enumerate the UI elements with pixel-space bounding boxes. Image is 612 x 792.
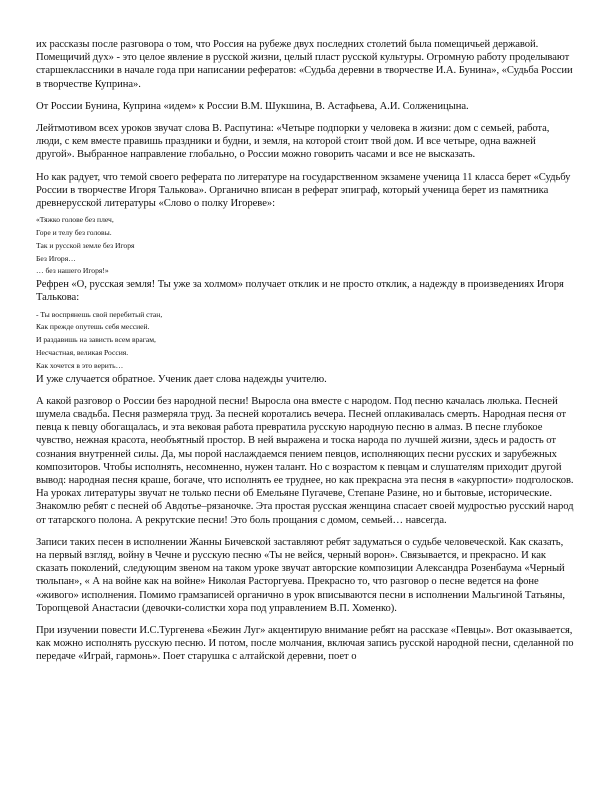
- talkov-verse: [36, 309, 574, 373]
- verse-line: Несчастная, великая Россия.: [36, 348, 129, 358]
- verse-line: Так и русской земле без Игоря: [36, 240, 135, 250]
- verse-line: - Ты воспрянешь свой перебитый стан,: [36, 309, 163, 319]
- verse-line: Без Игоря…: [36, 253, 76, 263]
- paragraph-folk-song: А какой разговор о России без народной песни! Выросла она вместе с народом. Под песню качалась люлька. Песней шумела свадьба. Песня размеряла труд. За песней коротались вечера. Песней оплакивалась смерть. Народная песня от певца к певцу обогащалась, и эта вековая работа превратила русскую народную песню в алмаз. В песне глубокое чувство, нежная красота, необъятный простор. В ней выражена и тоска народа по лучшей жизни, здесь и радость от сознания внутренней силы. Да, мы порой наслаждаемся пением певцов, исполняющих песни русских и зарубежных композиторов. Чтобы исполнять, несомненно, нужен талант. Но с возрастом к певцам и слушателям приходит другой вывод: народная песня краше, богаче, что исполнять ее труднее, но как прекрасна эта песня в «акурпости» подголосков. На уроках литературы звучат не только песни об Емельяне Пугачеве, Степане Разине, но и бытовые, исторические. Знакомлю ребят с песней об Авдотье–рязаночке. Эта простая русская женщина спасает своей мудростью русский народ от татарского полона. А рекрутские песни! Это боль прощания с домом, семьей… навсегда.: [36, 395, 574, 526]
- paragraph-rasputin: Лейтмотивом всех уроков звучат слова В. Распутина: «Четыре подпорки у человека в жизни: дом с семьей, работа, люди, с кем вместе правишь праздники и будни, и земля, на которой стоит твой дом. И все четыре, одна важней другой». Выбранное направление глобально, о России можно говорить часами и все не высказать.: [36, 123, 550, 161]
- paragraph-intro: их рассказы после разговора о том, что Россия на рубеже двух последних столетий была помещичьей державой. Помещичий дух» - это целое явление в русской жизни, целый пласт русской культуры. Огромную работу проделывают старшеклассники в начале года при написании рефератов: «Судьба деревни в творчестве И.А. Бунина», «Судьба России в творчестве Куприна».: [36, 39, 573, 90]
- verse-line: «Тяжко голове без плеч,: [36, 215, 114, 225]
- verse-line: Горе и телу без головы.: [36, 228, 112, 238]
- verse-line: … без нашего Игоря!»: [36, 266, 109, 276]
- paragraph-bunin-kuprin: От России Бунина, Куприна «идем» к России В.М. Шукшина, В. Астафьева, А.И. Солженицына.: [36, 100, 469, 112]
- verse-line: Как хочется в это верить…: [36, 360, 124, 370]
- paragraph-turgenev: При изучении повести И.С.Тургенева «Бежин Луг» акцентирую внимание ребят на рассказе «Певцы». Вот оказывается, как можно исполнять русскую песню. И потом, после молчания, включая запись русской народной песни, сделанной по передаче «Играй, гармонь». Поет старушка с алтайской деревни, поет о: [36, 625, 574, 663]
- paragraph-bichevskaya: Записи таких песен в исполнении Жанны Бичевской заставляют ребят задуматься о судьбе человеческой. Как сказать, на первый взгляд, войну в Чечне и русскую песню «Ты не вейся, черный ворон». Связывается, и прекрасно. И как сказать поколений, следующим звеном на таком уроке звучат авторские композиции Александра Розенбаума «Черный тюльпан», « А на войне как на войне» Николая Расторгуева. Прекрасно то, что разговор о песне ведется на фоне «живого» исполнения. Помимо грамзаписей органично в урок вписываются песни в исполнении Мальгиной Татьяны, Торопцевой Анастасии (девочки-солистки хора под управлением В.П. Хоменко).: [36, 536, 565, 614]
- paragraph-talkov-essay: Но как радует, что темой своего реферата по литературе на государственном экзамене ученица 11 класса берет «Судьбу России в творчестве Игоря Талькова». Органично вписан в реферат эпиграф, который ученица берет из памятника древнерусской литературы «Слово о полку Игореве»:: [36, 171, 571, 210]
- paragraph-refrain: Рефрен «О, русская земля! Ты уже за холмом» получает отклик и не просто отклик, а надежду в произведениях Игоря Талькова:: [36, 279, 564, 304]
- paragraph-hope: И уже случается обратное. Ученик дает слова надежды учителю.: [36, 373, 327, 385]
- epigraph-verse: [36, 214, 574, 278]
- verse-line: И раздавишь на зависть всем врагам,: [36, 335, 156, 345]
- verse-line: Как прежде опутешь себя мессией.: [36, 322, 150, 332]
